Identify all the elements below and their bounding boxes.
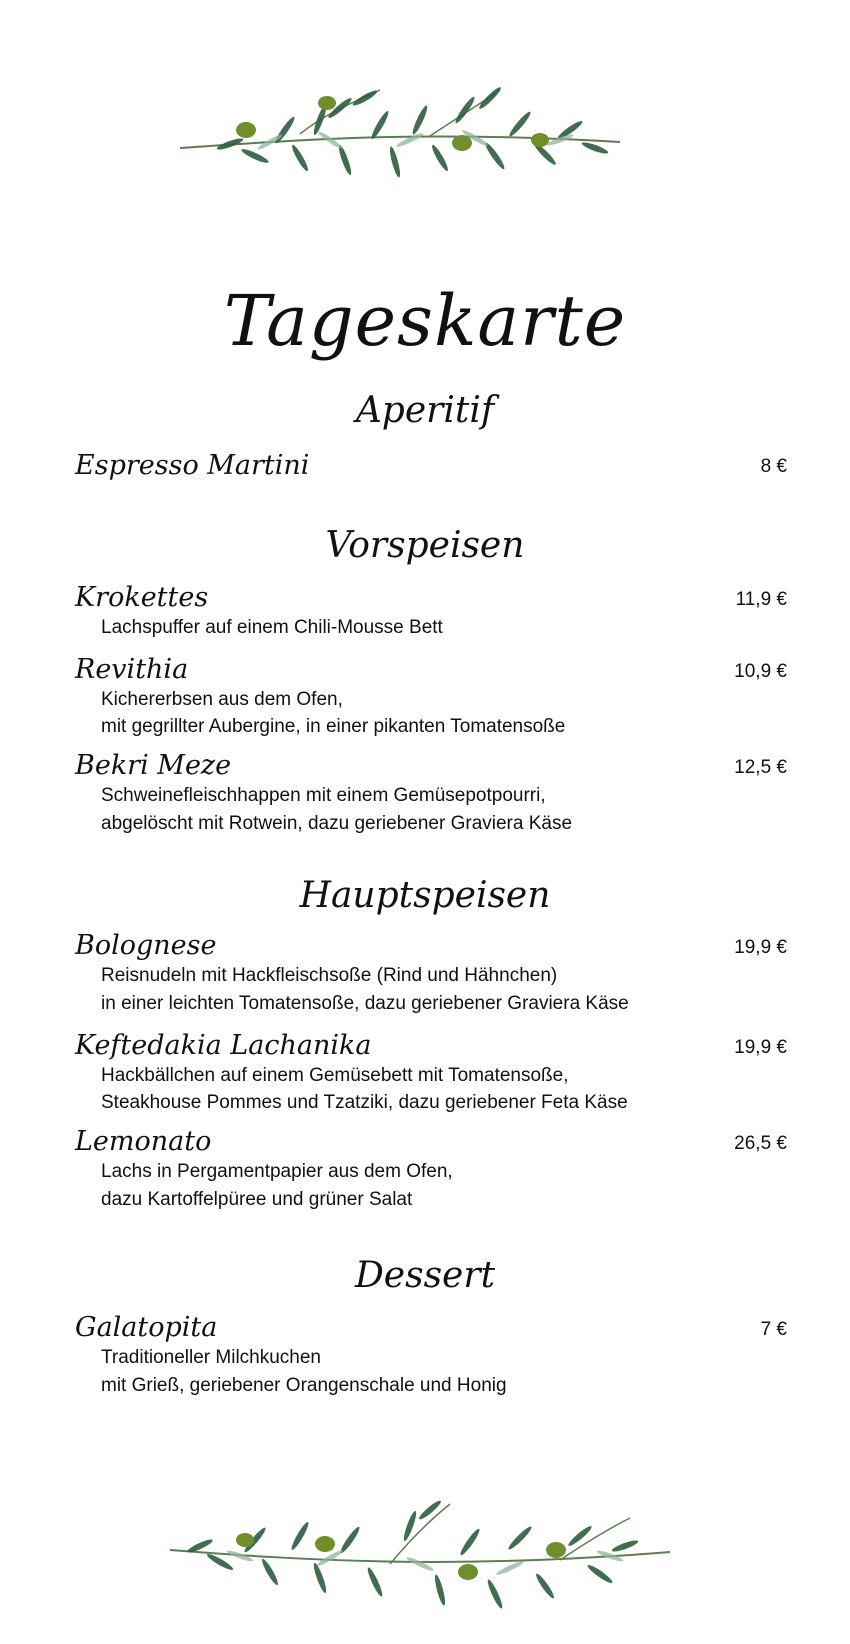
item-description: in einer leichten Tomatensoße, dazu geriebener Graviera Käse [101, 993, 629, 1014]
item-name: Lemonato [75, 1126, 212, 1157]
menu-title: Tageskarte [223, 280, 627, 362]
item-description: Hackbällchen auf einem Gemüsebett mit Tomatensoße, [101, 1065, 569, 1086]
section-heading-aperitif: Aperitif [355, 390, 495, 431]
item-description: Lachspuffer auf einem Chili-Mousse Bett [101, 617, 443, 638]
section-heading-dessert: Dessert [354, 1255, 496, 1296]
item-name: Galatopita [75, 1312, 218, 1343]
item-price: 11,9 € [735, 589, 787, 610]
item-price: 26,5 € [734, 1133, 787, 1154]
item-name: Krokettes [75, 582, 209, 613]
item-price: 8 € [760, 456, 787, 477]
section-heading-vorspeisen: Vorspeisen [325, 525, 525, 566]
item-description: dazu Kartoffelpüree und grüner Salat [101, 1189, 413, 1210]
item-name: Revithia [75, 654, 189, 685]
olive-branch-icon [0, 70, 850, 210]
item-name: Bekri Meze [75, 750, 232, 781]
item-name: Espresso Martini [75, 450, 310, 481]
item-description: Lachs in Pergamentpapier aus dem Ofen, [101, 1161, 453, 1182]
item-description: Kichererbsen aus dem Ofen, [101, 689, 343, 710]
item-description: Steakhouse Pommes und Tzatziki, dazu geriebener Feta Käse [101, 1092, 628, 1113]
olive-branch-icon [0, 1490, 850, 1630]
item-description: Reisnudeln mit Hackfleischsoße (Rind und Hähnchen) [101, 965, 558, 986]
item-description: abgelöscht mit Rotwein, dazu geriebener Graviera Käse [101, 813, 573, 834]
item-description: mit Grieß, geriebener Orangenschale und Honig [101, 1375, 507, 1396]
item-price: 10,9 € [734, 661, 787, 682]
item-price: 12,5 € [734, 757, 787, 778]
section-heading-hauptspeisen: Hauptspeisen [299, 875, 551, 916]
item-price: 7 € [760, 1319, 787, 1340]
item-description: mit gegrillter Aubergine, in einer pikanten Tomatensoße [101, 716, 566, 737]
item-name: Bolognese [75, 930, 217, 961]
item-description: Schweinefleischhappen mit einem Gemüsepotpourri, [101, 785, 546, 806]
item-name: Keftedakia Lachanika [75, 1030, 372, 1061]
item-price: 19,9 € [734, 1037, 787, 1058]
item-price: 19,9 € [734, 937, 787, 958]
item-description: Traditioneller Milchkuchen [101, 1347, 322, 1368]
